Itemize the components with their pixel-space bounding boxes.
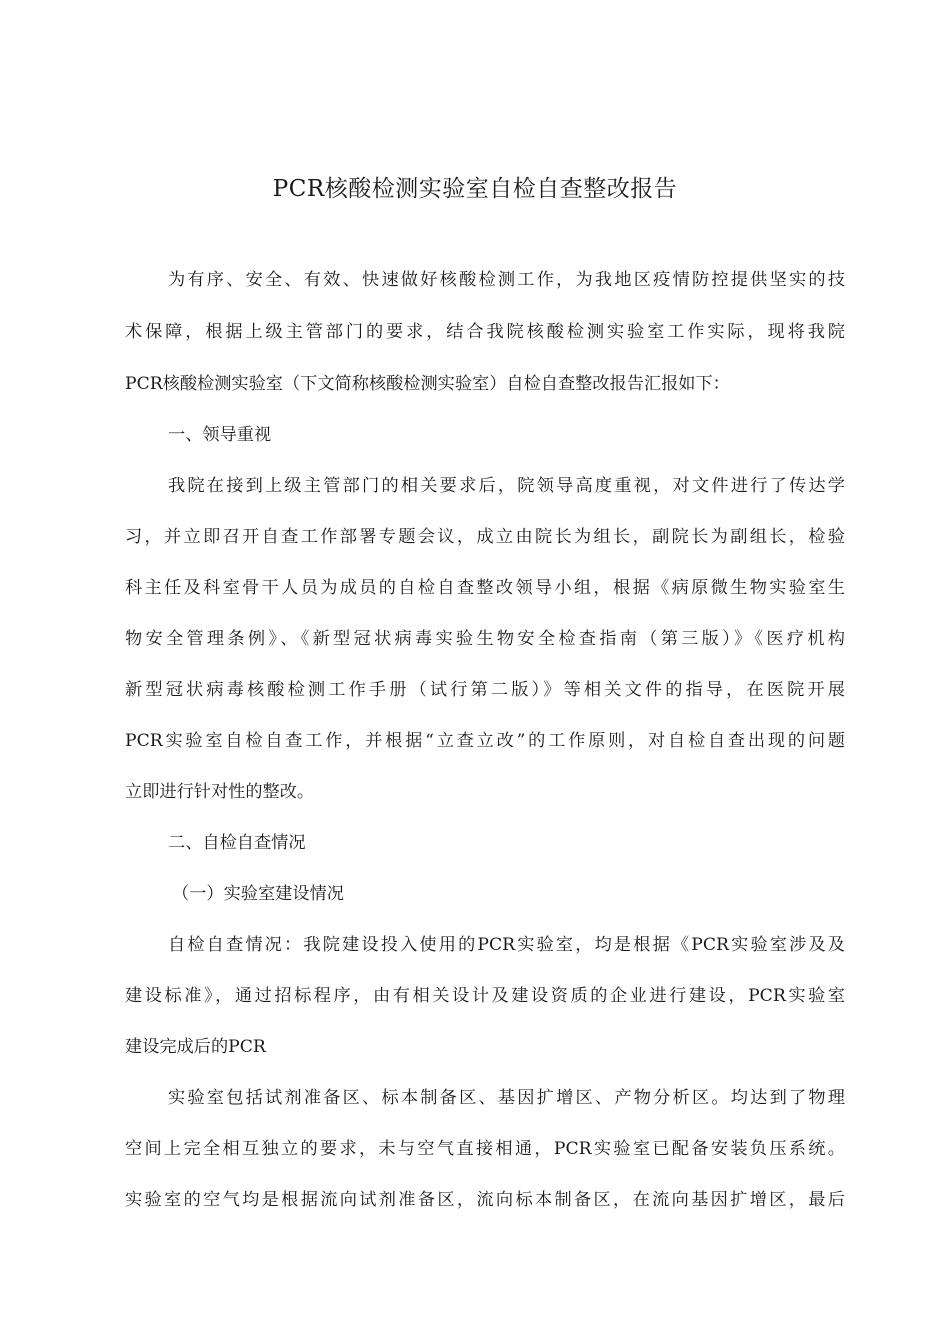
paragraph-line: 术保障，根据上级主管部门的要求，结合我院核酸检测实验室工作实际，现将我院 <box>125 322 845 342</box>
paragraph-line: 我院在接到上级主管部门的相关要求后，院领导高度重视，对文件进行了传达学 <box>168 476 845 496</box>
paragraph-line: 物安全管理条例》、《新型冠状病毒实验生物安全检查指南（第三版）》《医疗机构 <box>125 629 845 649</box>
paragraph-line: 立即进行针对性的整改。 <box>125 782 315 802</box>
paragraph-line: 科主任及科室骨干人员为成员的自检自查整改领导小组，根据《病原微生物实验室生 <box>125 578 845 598</box>
paragraph-line: 新型冠状病毒核酸检测工作手册（试行第二版）》等相关文件的指导，在医院开展 <box>125 680 845 700</box>
paragraph-line: 习，并立即召开自查工作部署专题会议，成立由院长为组长，副院长为副组长，检验 <box>125 527 845 547</box>
subsection-heading: （一）实验室建设情况 <box>172 884 344 904</box>
document-title: PCR核酸检测实验室自检自查整改报告 <box>272 176 678 202</box>
paragraph-line: 实验室包括试剂准备区、标本制备区、基因扩增区、产物分析区。均达到了物理 <box>168 1088 845 1108</box>
paragraph-line: 为有序、安全、有效、快速做好核酸检测工作，为我地区疫情防控提供坚实的技 <box>168 270 845 290</box>
paragraph-line: 自检自查情况：我院建设投入使用的PCR实验室，均是根据《PCR实验室涉及及 <box>168 935 845 955</box>
paragraph-line: PCR实验室自检自查工作，并根据“立查立改”的工作原则，对自检自查出现的问题 <box>125 731 845 751</box>
section-heading: 二、自检自查情况 <box>168 833 306 853</box>
paragraph-line: 建设完成后的PCR <box>125 1037 266 1057</box>
paragraph-line: 实验室的空气均是根据流向试剂准备区，流向标本制备区，在流向基因扩增区，最后 <box>125 1190 845 1210</box>
paragraph-line: 建设标准》，通过招标程序，由有相关设计及建设资质的企业进行建设，PCR实验室 <box>125 986 845 1006</box>
paragraph-line: PCR核酸检测实验室（下文简称核酸检测实验室）自检自查整改报告汇报如下： <box>125 374 730 394</box>
paragraph-line: 空间上完全相互独立的要求，未与空气直接相通，PCR实验室已配备安装负压系统。 <box>125 1139 845 1159</box>
section-heading: 一、领导重视 <box>168 425 272 445</box>
